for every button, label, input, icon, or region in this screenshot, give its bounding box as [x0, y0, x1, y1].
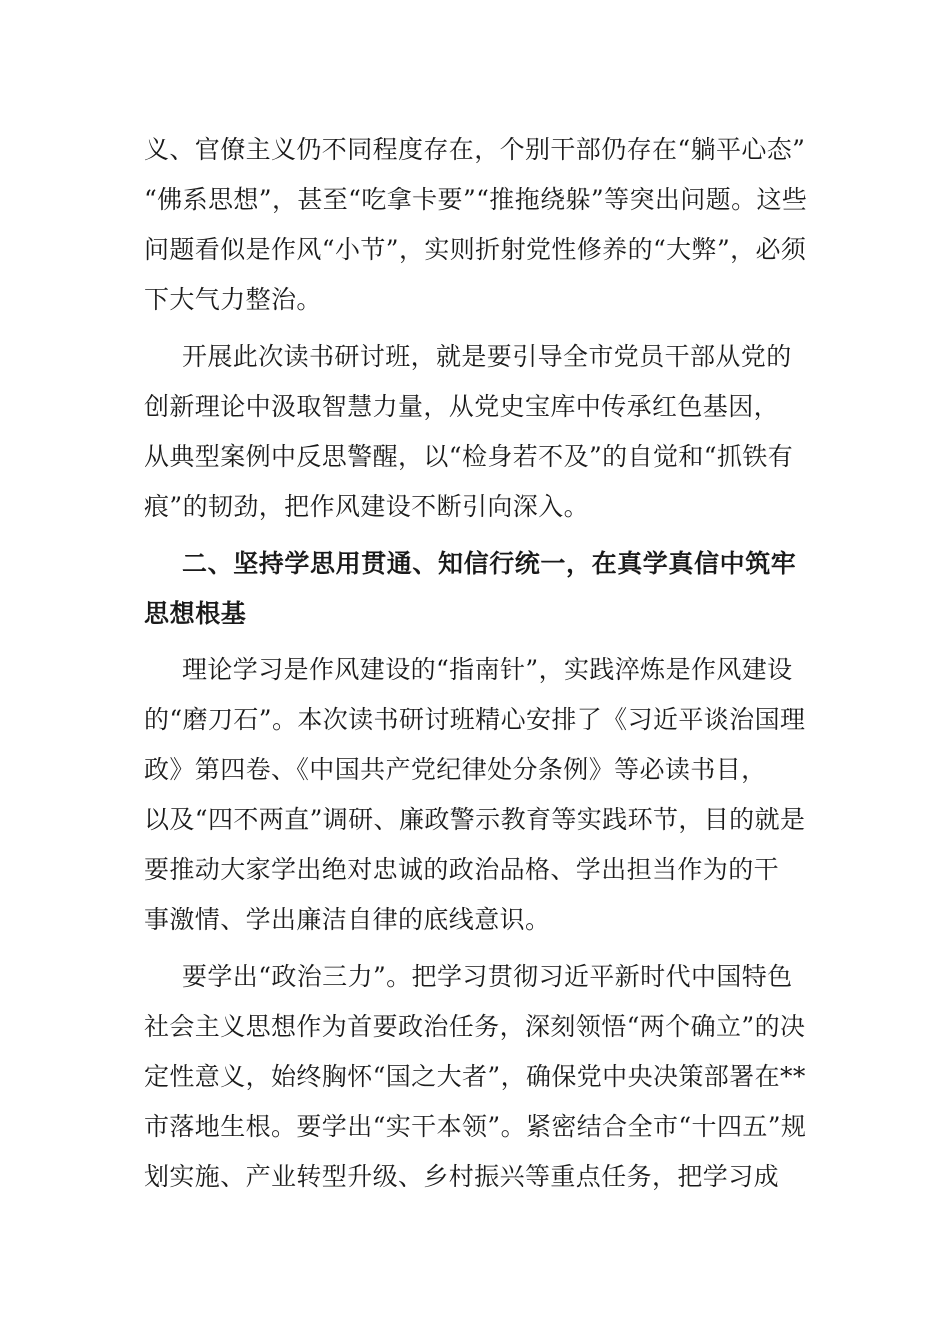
paragraph-1-line-2: “佛系思想”，甚至“吃拿卡要”“推拖绕躲”等突出问题。这些 — [144, 185, 808, 214]
paragraph-2-line-1: 开展此次读书研讨班，就是要引导全市党员干部从党的 — [182, 342, 792, 371]
paragraph-3-line-3: 政》第四卷、《中国共产党纪律处分条例》等必读书目， — [144, 755, 767, 784]
paragraph-2-line-4: 痕”的韧劲，把作风建设不断引向深入。 — [144, 492, 589, 521]
paragraph-3-line-6: 事激情、学出廉洁自律的底线意识。 — [144, 905, 551, 934]
section-heading-line-2: 思想根基 — [144, 599, 247, 628]
section-heading-line-1: 二、坚持学思用贯通、知信行统一，在真学真信中筑牢 — [182, 549, 797, 578]
paragraph-3-line-5: 要推动大家学出绝对忠诚的政治品格、学出担当作为的干 — [144, 855, 780, 884]
paragraph-3-line-1: 理论学习是作风建设的“指南针”，实践淬炼是作风建设 — [182, 655, 793, 684]
paragraph-3-line-2: 的“磨刀石”。本次读书研讨班精心安排了《习近平谈治国理 — [144, 705, 806, 734]
paragraph-4-line-1: 要学出“政治三力”。把学习贯彻习近平新时代中国特色 — [182, 962, 793, 991]
paragraph-1-line-3: 问题看似是作风“小节”，实则折射党性修养的“大弊”，必须 — [144, 235, 807, 264]
paragraph-2-line-2: 创新理论中汲取智慧力量，从党史宝库中传承红色基因， — [144, 392, 780, 421]
paragraph-3-line-4: 以及“四不两直”调研、廉政警示教育等实践环节，目的就是 — [144, 805, 806, 834]
paragraph-4-line-3: 定性意义，始终胸怀“国之大者”，确保党中央决策部署在** — [144, 1062, 806, 1091]
paragraph-2-line-3: 从典型案例中反思警醒，以“检身若不及”的自觉和“抓铁有 — [144, 442, 794, 471]
paragraph-1-line-4: 下大气力整治。 — [144, 285, 322, 314]
paragraph-4-line-4: 市落地生根。要学出“实干本领”。紧密结合全市“十四五”规 — [144, 1112, 807, 1141]
paragraph-1-line-1: 义、官僚主义仍不同程度存在，个别干部仍存在“躺平心态” — [144, 135, 806, 164]
paragraph-4-line-5: 划实施、产业转型升级、乡村振兴等重点任务，把学习成 — [144, 1162, 780, 1191]
paragraph-4-line-2: 社会主义思想作为首要政治任务，深刻领悟“两个确立”的决 — [144, 1012, 806, 1041]
